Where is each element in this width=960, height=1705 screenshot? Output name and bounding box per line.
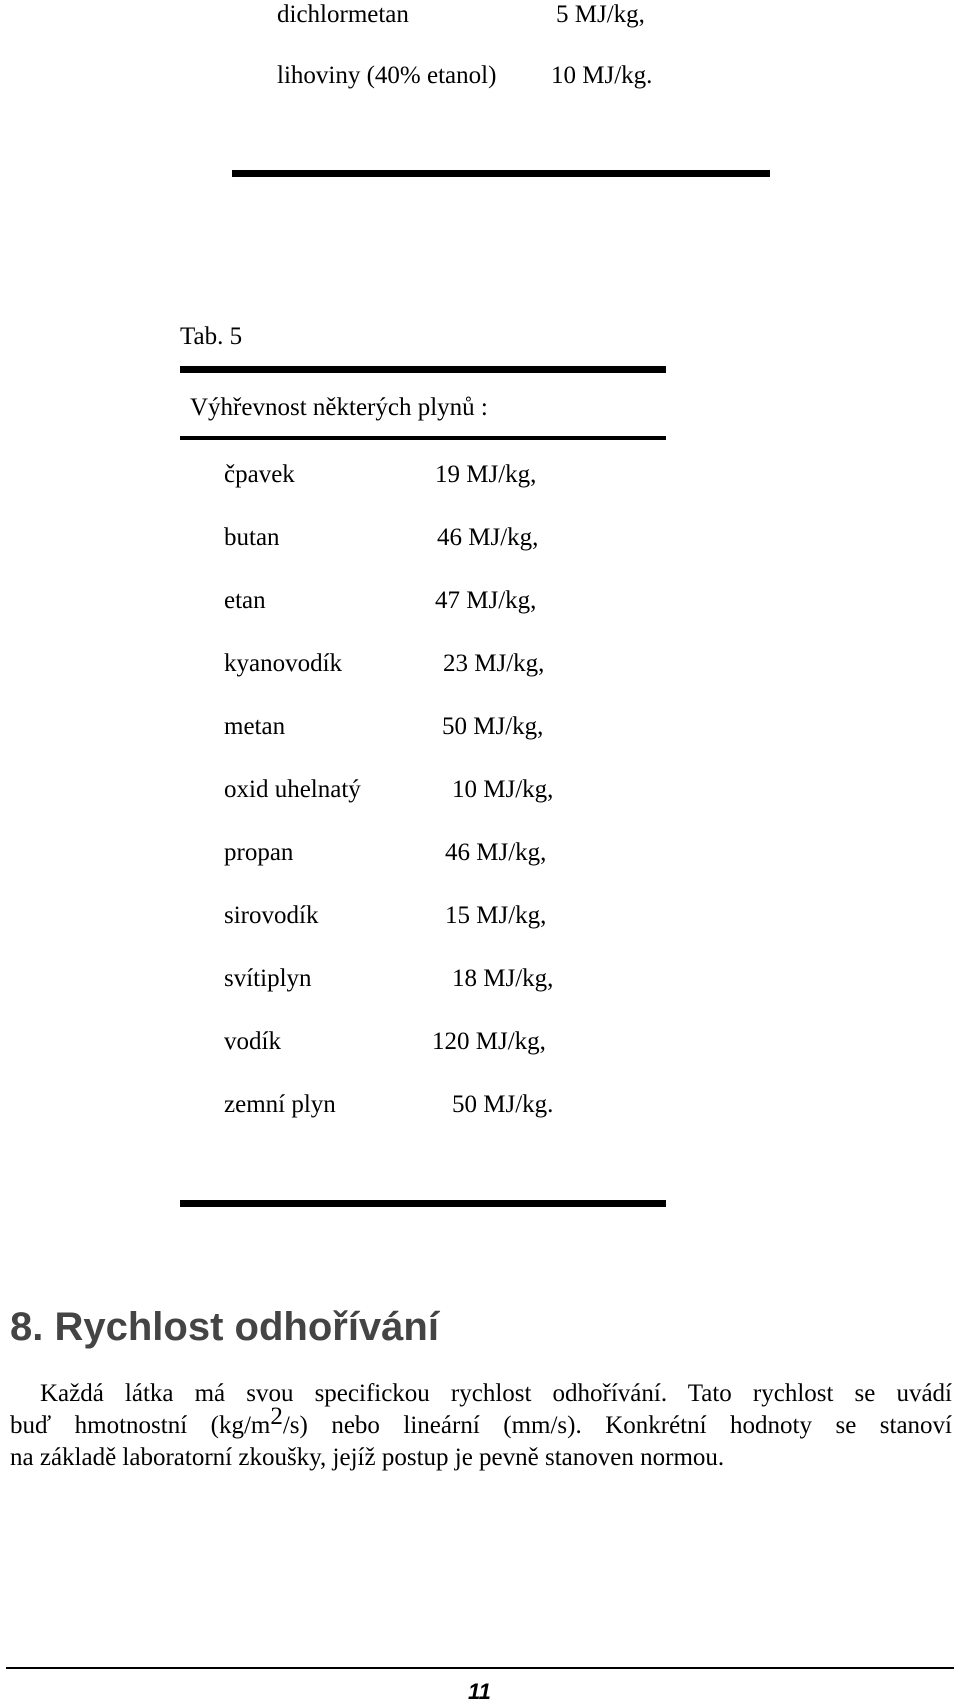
table-row-value: 46 MJ/kg, xyxy=(445,839,547,866)
table-row-value: 18 MJ/kg, xyxy=(452,965,554,992)
table-row-name: svítiplyn xyxy=(224,965,312,992)
continuation-name-1: lihoviny (40% etanol) xyxy=(277,62,497,89)
table-row-value: 10 MJ/kg, xyxy=(452,776,554,803)
continuation-value-0: 5 MJ/kg, xyxy=(556,1,645,28)
table-row-name: oxid uhelnatý xyxy=(224,776,361,803)
separator-rule-top xyxy=(232,170,770,177)
paragraph-line-2-start: buď hmotnostní (kg/m xyxy=(10,1412,271,1439)
paragraph-line-1: Každá látka má svou specifickou rychlost odhořívání. Tato rychlost se uvádí xyxy=(40,1380,952,1407)
table-row-value: 50 MJ/kg, xyxy=(442,713,544,740)
table-rule-header xyxy=(180,436,666,440)
table-row-value: 23 MJ/kg, xyxy=(443,650,545,677)
continuation-value-1: 10 MJ/kg. xyxy=(551,62,653,89)
table-row-name: vodík xyxy=(224,1028,281,1055)
table-row-name: butan xyxy=(224,524,280,551)
table-header: Výhřevnost některých plynů : xyxy=(190,394,488,421)
table-row-name: sirovodík xyxy=(224,902,319,929)
table-caption: Tab. 5 xyxy=(180,323,243,350)
table-rule-bottom xyxy=(180,1200,666,1207)
table-row-name: propan xyxy=(224,839,294,866)
paragraph-line-2-end: /s) nebo lineární (mm/s). Konkrétní hodnoty se stanoví xyxy=(282,1412,952,1439)
section-paragraph xyxy=(10,1378,952,1474)
table-row-name: zemní plyn xyxy=(224,1091,336,1118)
continuation-name-0: dichlormetan xyxy=(277,1,409,28)
table-row-name: čpavek xyxy=(224,461,295,488)
table-row-value: 46 MJ/kg, xyxy=(437,524,539,551)
table-row-value: 50 MJ/kg. xyxy=(452,1091,554,1118)
table-row-name: metan xyxy=(224,713,286,740)
paragraph-line-2 xyxy=(10,1403,952,1442)
table-row-value: 47 MJ/kg, xyxy=(435,587,537,614)
table-row-value: 19 MJ/kg, xyxy=(435,461,537,488)
table-row-value: 15 MJ/kg, xyxy=(445,902,547,929)
table-row-name: etan xyxy=(224,587,266,614)
table-rule-top xyxy=(180,366,666,373)
superscript-exponent: 2 xyxy=(270,1403,283,1430)
page-number: 11 xyxy=(468,1679,491,1704)
table-row-name: kyanovodík xyxy=(224,650,343,677)
table-row-value: 120 MJ/kg, xyxy=(432,1028,546,1055)
footer-rule xyxy=(6,1667,954,1669)
paragraph-line-3: na základě laboratorní zkoušky, jejíž postup je pevně stanoven normou. xyxy=(10,1444,725,1471)
section-heading: 8. Rychlost odhořívání xyxy=(10,1305,439,1349)
